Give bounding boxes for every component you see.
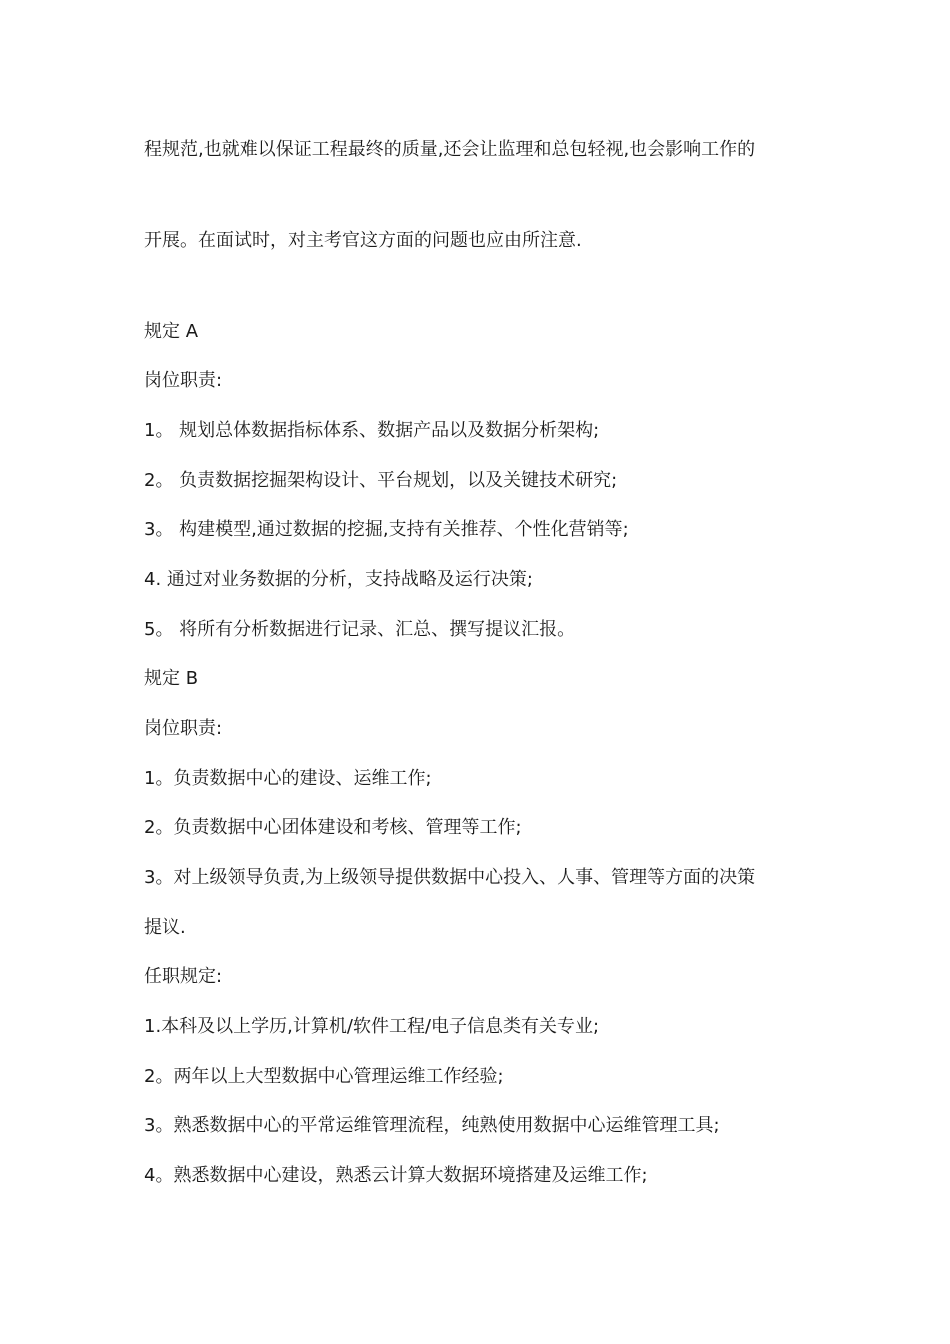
section-b-title: 规定 B — [144, 668, 199, 689]
section-b-duty-2: 2。负责数据中心团体建设和考核、管理等工作; — [144, 817, 522, 838]
section-b-duties-label: 岗位职责: — [144, 718, 223, 739]
intro-line-1: 程规范,也就难以保证工程最终的质量,还会让监理和总包轻视,也会影响工作的 — [144, 139, 756, 160]
section-a-title: 规定 A — [144, 321, 199, 342]
section-a-item-4: 4. 通过对业务数据的分析，支持战略及运行决策; — [144, 569, 533, 590]
section-b-duty-3: 3。对上级领导负责,为上级领导提供数据中心投入、人事、管理等方面的决策 — [144, 867, 756, 888]
section-a-item-3: 3。 构建模型,通过数据的挖掘,支持有关推荐、个性化营销等; — [144, 519, 629, 540]
section-b-duty-3-continued: 提议. — [144, 917, 186, 938]
section-a-item-2: 2。 负责数据挖掘架构设计、平台规划，以及关键技术研究; — [144, 470, 618, 491]
section-b-requirement-4: 4。熟悉数据中心建设，熟悉云计算大数据环境搭建及运维工作; — [144, 1165, 648, 1186]
section-a-duties-label: 岗位职责: — [144, 370, 223, 391]
section-a-item-5: 5。 将所有分析数据进行记录、汇总、撰写提议汇报。 — [144, 619, 576, 640]
section-b-requirement-2: 2。两年以上大型数据中心管理运维工作经验; — [144, 1066, 504, 1087]
section-b-requirements-label: 任职规定: — [144, 966, 223, 987]
section-a-item-1: 1。 规划总体数据指标体系、数据产品以及数据分析架构; — [144, 420, 600, 441]
intro-line-2: 开展。在面试时，对主考官这方面的问题也应由所注意. — [144, 230, 582, 251]
section-b-duty-1: 1。负责数据中心的建设、运维工作; — [144, 768, 432, 789]
section-b-requirement-3: 3。熟悉数据中心的平常运维管理流程，纯熟使用数据中心运维管理工具; — [144, 1115, 720, 1136]
section-b-requirement-1: 1.本科及以上学历,计算机/软件工程/电子信息类有关专业; — [144, 1016, 600, 1037]
